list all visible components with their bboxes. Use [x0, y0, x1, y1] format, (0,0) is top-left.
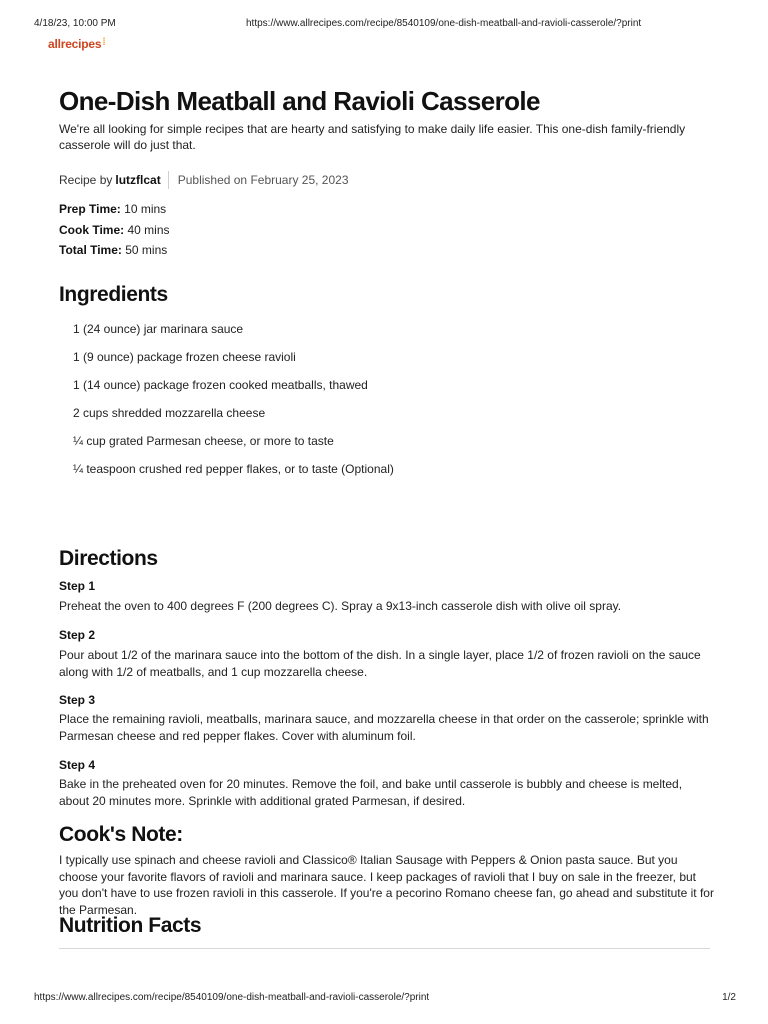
step-2-label: Step 2: [59, 628, 96, 642]
print-header: [34, 18, 734, 32]
prep-time-value: 10 mins: [124, 202, 167, 216]
print-url: https://www.allrecipes.com/recipe/8540109/one-dish-meatball-and-ravioli-casserole/?print: [246, 18, 642, 29]
byline-divider: [168, 171, 169, 189]
total-time-value: 50 mins: [125, 243, 168, 257]
ingredient-item: 2 cups shredded mozzarella cheese: [73, 406, 266, 420]
total-time: [59, 242, 170, 263]
logo-text: allrecipes: [48, 37, 102, 51]
step-1-label: Step 1: [59, 579, 96, 593]
ingredients-heading: Ingredients: [59, 283, 168, 306]
directions-heading: Directions: [59, 547, 158, 570]
ingredient-item: 1 (9 ounce) package frozen cheese ravioli: [73, 350, 296, 364]
print-datetime: 4/18/23, 10:00 PM: [34, 18, 116, 29]
section-divider: [59, 948, 710, 949]
page-number: 1/2: [722, 992, 736, 1003]
cook-time-label: Cook Time:: [59, 222, 125, 237]
prep-time: [59, 201, 170, 222]
total-time-label: Total Time:: [59, 243, 122, 257]
byline-prefix: Recipe by: [59, 173, 113, 187]
step-4-text: Bake in the preheated oven for 20 minutes. Remove the foil, and bake until casserole is bubbly and cheese is melted, about 20 minutes more. Sprinkle with additional grated Parmesan, if desired.: [59, 777, 683, 808]
author-link[interactable]: lutzflcat: [115, 173, 161, 187]
step-2-text: Pour about 1/2 of the marinara sauce into the bottom of the dish. In a single layer, place 1/2 of frozen ravioli on the sauce along with 1/2 of meatballs, and 1 cup mozzarella cheese.: [59, 648, 701, 679]
nutrition-heading: Nutrition Facts: [59, 914, 202, 937]
cooks-note-heading: Cook's Note:: [59, 823, 183, 846]
prep-time-label: Prep Time:: [59, 202, 121, 216]
cook-time-value: 40 mins: [127, 222, 170, 237]
step-3-text: Place the remaining ravioli, meatballs, marinara sauce, and mozzarella cheese in that order on the casserole; sprinkle with Parmesan cheese and red pepper flakes. Cover with aluminum foil.: [59, 712, 709, 743]
step-4-label: Step 4: [59, 758, 96, 772]
cooks-note-text: I typically use spinach and cheese ravioli and Classico® Italian Sausage with Peppers & Onion pasta sauce. But you choose your favorite flavors of ravioli and marinara sauce. I keep packages of ravioli that I buy on sale in the freezer, but you don't have to use frozen ravioli in this casserole. If you're a pecorino Romano cheese fan, go ahead and substitute it for the Parmesan.: [59, 853, 714, 917]
cook-time: [59, 222, 170, 243]
footer-url: https://www.allrecipes.com/recipe/8540109/one-dish-meatball-and-ravioli-casserole/?print: [34, 992, 430, 1003]
step-1-text: Preheat the oven to 400 degrees F (200 degrees C). Spray a 9x13-inch casserole dish with olive oil spray.: [59, 599, 622, 613]
print-footer: [34, 992, 736, 1006]
recipe-title: One-Dish Meatball and Ravioli Casserole: [59, 86, 540, 116]
recipe-intro: We're all looking for simple recipes that are hearty and satisfying to make daily life easier. This one-dish family-friendly casserole will do just that.: [59, 122, 686, 152]
step-3-label: Step 3: [59, 693, 96, 707]
published-date: Published on February 25, 2023: [177, 173, 349, 187]
ingredient-item: ¼ teaspoon crushed red pepper flakes, or to taste (Optional): [73, 462, 394, 476]
ingredients-list: [73, 321, 394, 489]
ingredient-item: ¼ cup grated Parmesan cheese, or more to taste: [73, 434, 334, 448]
allrecipes-logo[interactable]: [48, 37, 106, 51]
ingredient-item: 1 (14 ounce) package frozen cooked meatballs, thawed: [73, 378, 368, 392]
recipe-byline: [59, 171, 349, 189]
logo-spark-icon: ⁞: [102, 37, 106, 48]
recipe-times: [59, 201, 170, 263]
ingredient-item: 1 (24 ounce) jar marinara sauce: [73, 322, 244, 336]
